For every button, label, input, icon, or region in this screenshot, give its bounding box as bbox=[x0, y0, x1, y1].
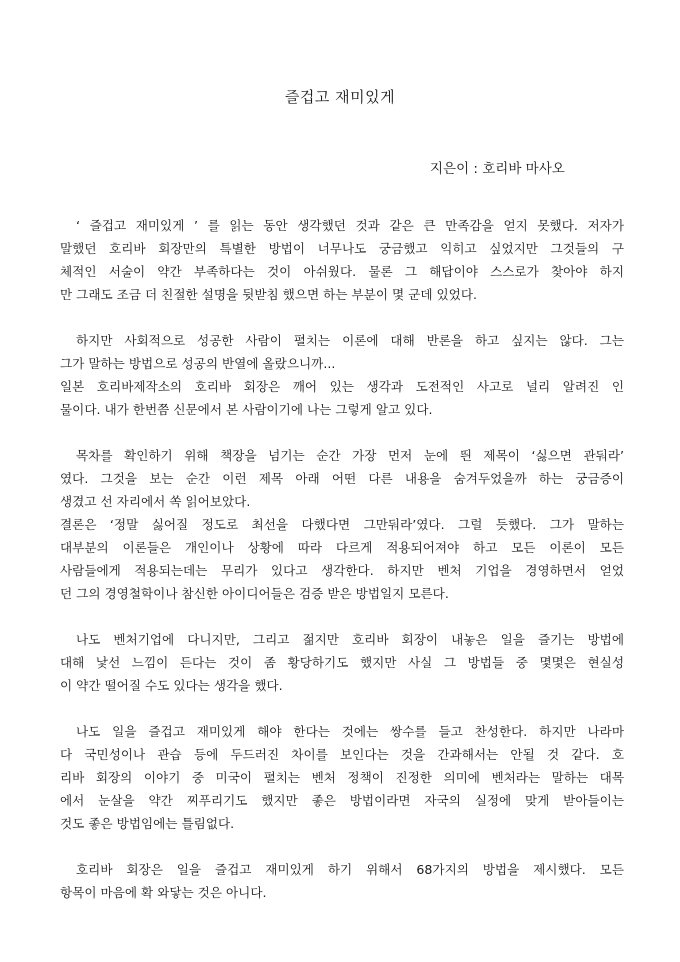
text-line: 대부분의 이론들은 개인이나 상황에 따라 다르게 적용되어져야 하고 모든 이론이 모든 bbox=[60, 540, 624, 555]
text-line: 그가 말하는 방법으로 성공의 반열에 올랐으니까... bbox=[60, 356, 336, 371]
document-body bbox=[60, 214, 624, 927]
text-line: 체적인 서술이 약간 부족하다는 것이 아쉬웠다. 물론 그 해답이야 스스로가 찾아야 하지 bbox=[60, 264, 624, 279]
paragraph bbox=[60, 858, 624, 904]
text-line: 하지만 사회적으로 성공한 사람이 펼치는 이론에 대해 반론을 하고 싶지는 않다. 그는 bbox=[76, 333, 624, 348]
text-line: 나도 벤처기업에 다니지만, 그리고 젊지만 호리바 회장이 내놓은 일을 즐기는 방법에 bbox=[76, 632, 624, 647]
text-line: 던 그의 경영철학이나 참신한 아이디어들은 검증 받은 방법일지 모른다. bbox=[60, 586, 449, 601]
paragraph bbox=[60, 214, 624, 306]
text-line: 것도 좋은 방법임에는 틀림없다. bbox=[60, 816, 235, 831]
text-line: 에서 눈살을 약간 찌푸리기도 했지만 좋은 방법이라면 자국의 실정에 맞게 받아들이는 bbox=[60, 793, 624, 808]
text-line: 결론은 ‘정말 싫어질 정도로 최선을 다했다면 그만둬라’였다. 그럴 듯했다. 그가 말하는 bbox=[60, 517, 624, 532]
paragraph bbox=[60, 444, 624, 605]
author-line: 지은이 : 호리바 마사오 bbox=[430, 161, 565, 177]
paragraph bbox=[60, 628, 624, 697]
text-line: 생겼고 선 자리에서 쏙 읽어보았다. bbox=[60, 494, 251, 509]
text-line: ‘ 즐겁고 재미있게 ’ 를 읽는 동안 생각했던 것과 같은 큰 만족감을 얻지 못했다. 저자가 bbox=[76, 218, 624, 233]
text-line: 호리바 회장은 일을 즐겁고 재미있게 하기 위해서 68가지의 방법을 제시했다. 모든 bbox=[76, 862, 624, 877]
text-line: 대해 낯선 느낌이 든다는 것이 좀 황당하기도 했지만 사실 그 방법들 중 몇몇은 현실성 bbox=[60, 655, 624, 670]
text-line: 이 약간 떨어질 수도 있다는 생각을 했다. bbox=[60, 678, 283, 693]
text-line: 리바 회장의 이야기 중 미국이 펼치는 벤처 정책이 진정한 의미에 벤처라는 말하는 대목 bbox=[60, 770, 624, 785]
text-line: 였다. 그것을 보는 순간 이런 제목 아래 어떤 다른 내용을 숨겨두었을까 하는 궁금증이 bbox=[60, 471, 624, 486]
text-line: 목차를 확인하기 위해 책장을 넘기는 순간 가장 먼저 눈에 띈 제목이 ‘싫으면 관둬라’ bbox=[76, 448, 624, 463]
text-line: 다 국민성이나 관습 등에 두드러진 차이를 보인다는 것을 간과해서는 안될 것 같다. 호 bbox=[60, 747, 624, 762]
document-title: 즐겁고 재미있게 bbox=[284, 88, 396, 106]
text-line: 사람들에게 적용되는데는 무리가 있다고 생각한다. 하지만 벤처 기업을 경영하면서 얻었 bbox=[60, 563, 624, 578]
text-line: 일본 호리바제작소의 호리바 회장은 깨어 있는 생각과 도전적인 사고로 널리 알려진 인 bbox=[60, 379, 624, 394]
text-line: 물이다. 내가 한번쯤 신문에서 본 사람이기에 나는 그렇게 알고 있다. bbox=[60, 402, 433, 417]
text-line: 말했던 호리바 회장만의 특별한 방법이 너무나도 궁금했고 익히고 싶었지만 그것들의 구 bbox=[60, 241, 624, 256]
text-line: 나도 일을 즐겁고 재미있게 해야 한다는 것에는 쌍수를 들고 찬성한다. 하지만 나라마 bbox=[76, 724, 624, 739]
paragraph bbox=[60, 329, 624, 421]
text-line: 항목이 마음에 확 와닿는 것은 아니다. bbox=[60, 885, 267, 900]
paragraph bbox=[60, 720, 624, 835]
text-line: 만 그래도 조금 더 친절한 설명을 뒷받침 했으면 하는 부분이 몇 군데 있었다. bbox=[60, 287, 478, 302]
